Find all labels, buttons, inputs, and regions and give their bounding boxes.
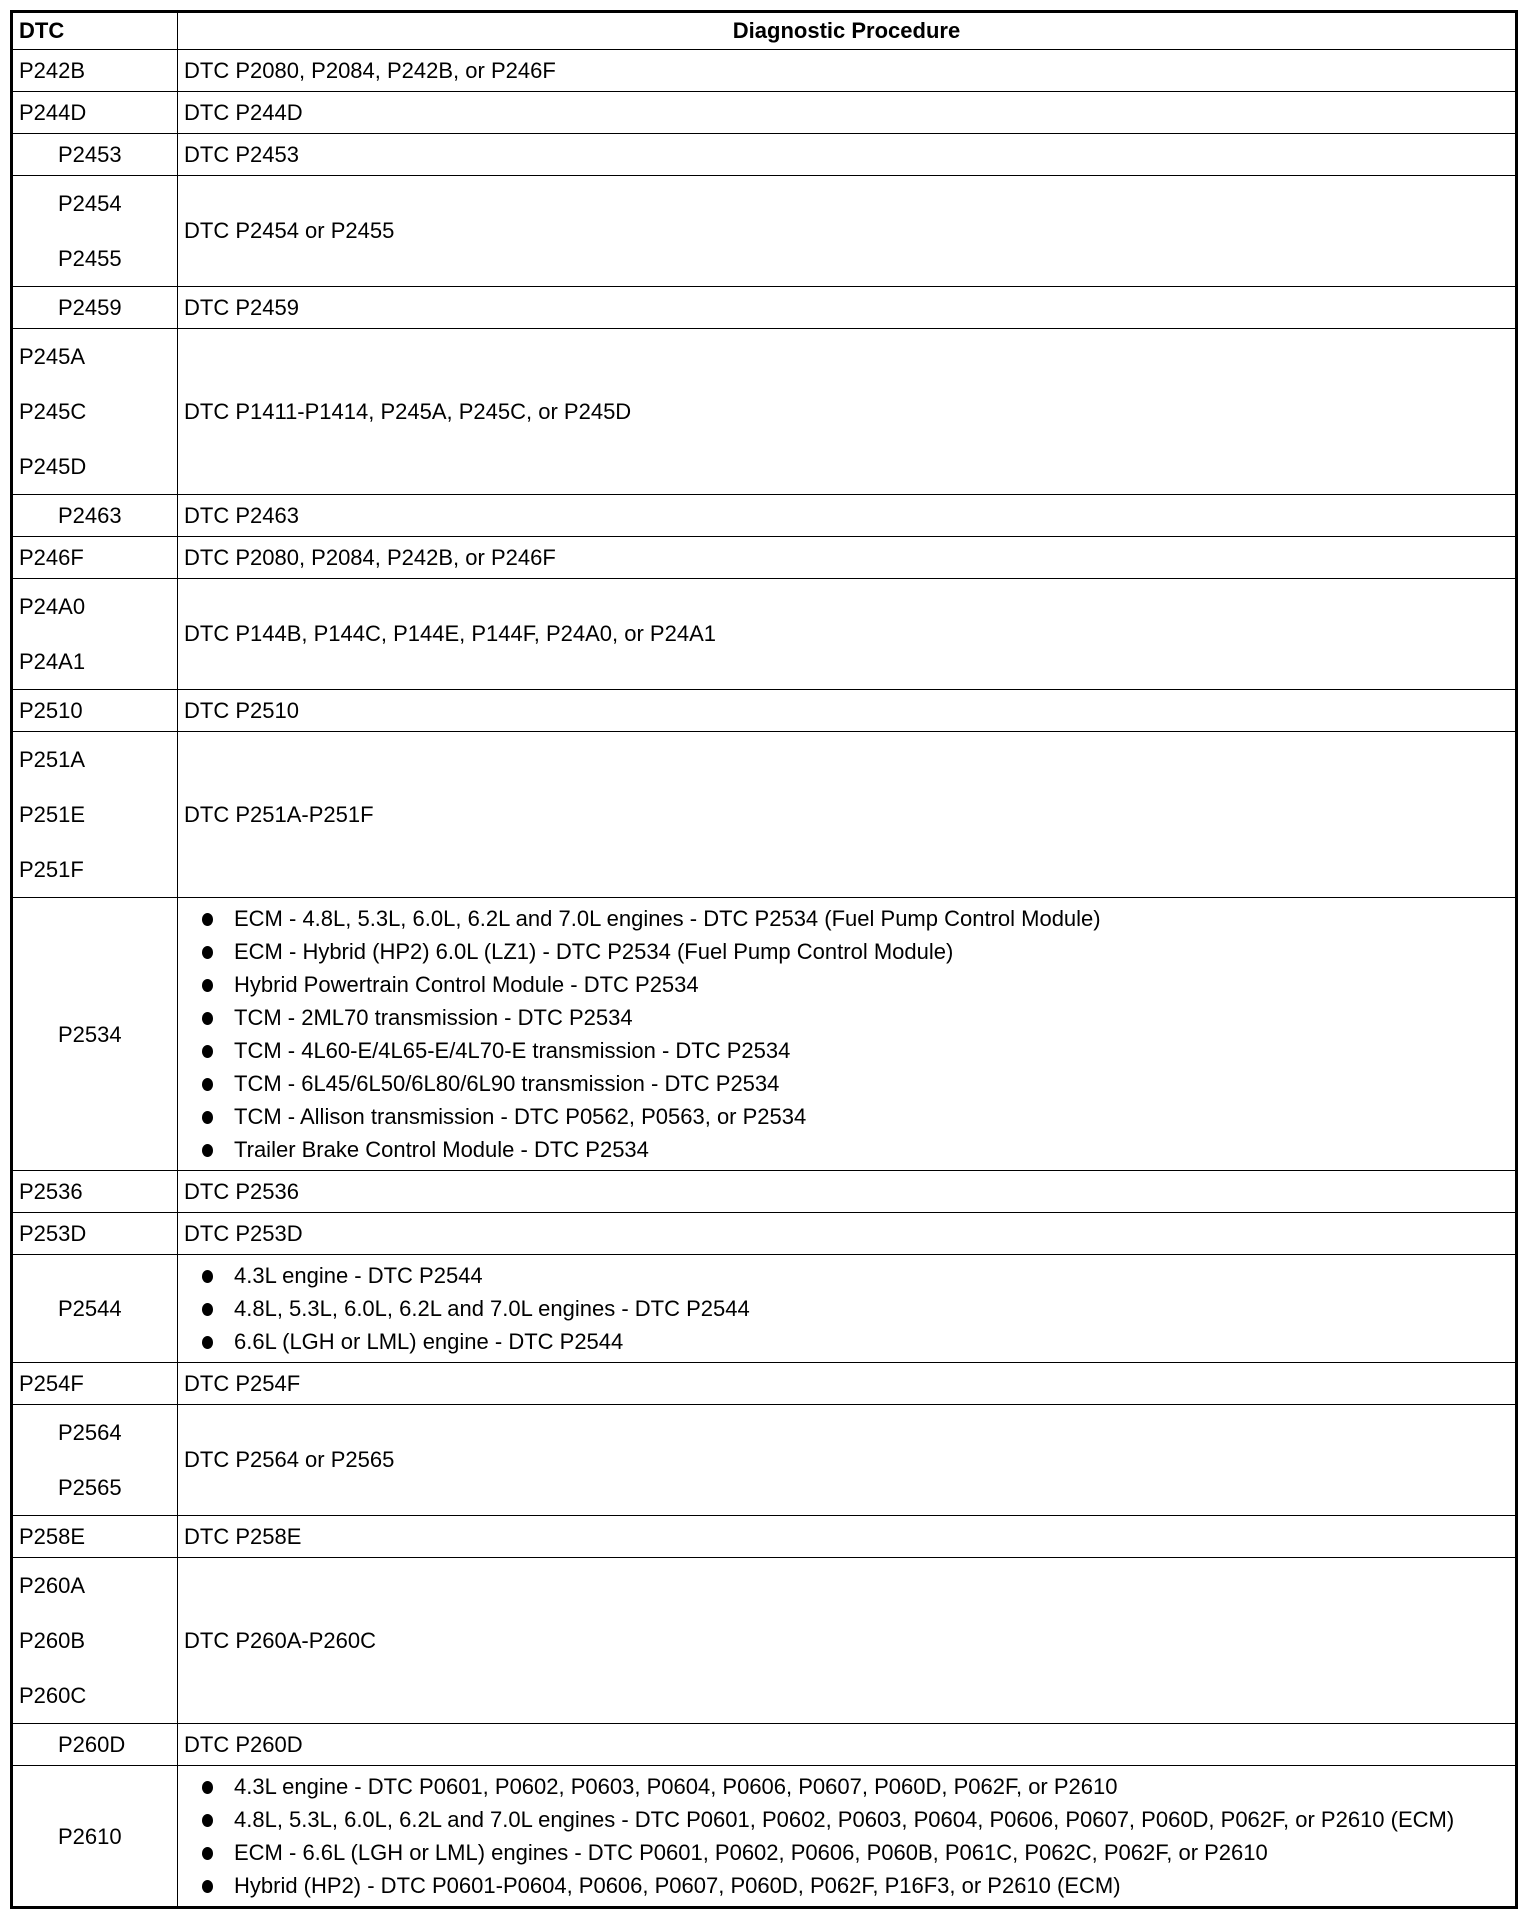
dtc-code: P260D	[58, 1732, 126, 1757]
dtc-cell	[12, 50, 178, 92]
dtc-code: P2534	[58, 1021, 122, 1047]
procedure-link[interactable]: 4.3L engine - DTC P0601, P0602, P0603, P0604, P0606, P0607, P060D, P062F, or P2610	[202, 1770, 1509, 1803]
table-row	[12, 134, 1517, 176]
dtc-code: P245D	[19, 454, 87, 479]
procedure-link[interactable]: ECM - 4.8L, 5.3L, 6.0L, 6.2L and 7.0L engines - DTC P2534 (Fuel Pump Control Module)	[202, 902, 1509, 935]
procedure-list	[184, 1766, 1509, 1906]
dtc-code: P24A0	[19, 594, 86, 619]
table-row	[12, 537, 1517, 579]
procedure-link[interactable]: ECM - Hybrid (HP2) 6.0L (LZ1) - DTC P2534 (Fuel Pump Control Module)	[202, 935, 1509, 968]
dtc-code: P2536	[19, 1179, 83, 1204]
procedure-cell	[178, 537, 1517, 579]
procedure-cell	[178, 92, 1517, 134]
procedure-cell	[178, 1766, 1517, 1908]
procedure-cell	[178, 329, 1517, 495]
procedure-link[interactable]: Trailer Brake Control Module - DTC P2534	[202, 1133, 1509, 1166]
procedure-cell	[178, 579, 1517, 690]
dtc-code: P2463	[58, 503, 122, 528]
procedure-link[interactable]: DTC P260D	[184, 1731, 303, 1757]
procedure-link[interactable]: DTC P1411-P1414, P245A, P245C, or P245D	[184, 398, 632, 424]
dtc-cell	[12, 898, 178, 1171]
procedure-link[interactable]: 4.3L engine - DTC P2544	[202, 1259, 1509, 1292]
dtc-cell	[12, 690, 178, 732]
table-row	[12, 1405, 1517, 1516]
dtc-cell	[12, 134, 178, 176]
procedure-link[interactable]: 4.8L, 5.3L, 6.0L, 6.2L and 7.0L engines - DTC P2544	[202, 1292, 1509, 1325]
procedure-link[interactable]: TCM - 2ML70 transmission - DTC P2534	[202, 1001, 1509, 1034]
procedure-link[interactable]: Hybrid (HP2) - DTC P0601-P0604, P0606, P0607, P060D, P062F, P16F3, or P2610 (ECM)	[202, 1869, 1509, 1902]
procedure-link[interactable]: DTC P2463	[184, 502, 299, 528]
dtc-cell	[12, 1558, 178, 1724]
dtc-code: P2459	[58, 295, 122, 320]
dtc-code: P2564	[58, 1420, 122, 1445]
table-row	[12, 898, 1517, 1171]
dtc-code: P251A	[19, 747, 86, 772]
dtc-code: P2510	[19, 698, 83, 723]
dtc-code: P251F	[19, 857, 84, 882]
procedure-cell	[178, 1405, 1517, 1516]
dtc-code: P254F	[19, 1371, 84, 1396]
table-row	[12, 495, 1517, 537]
dtc-code: P246F	[19, 545, 84, 570]
dtc-code: P253D	[19, 1221, 87, 1246]
procedure-link[interactable]: DTC P258E	[184, 1523, 302, 1549]
dtc-code: P260B	[19, 1628, 86, 1653]
procedure-cell	[178, 690, 1517, 732]
dtc-code: P245A	[19, 344, 86, 369]
procedure-link[interactable]: 6.6L (LGH or LML) engine - DTC P2544	[202, 1325, 1509, 1358]
procedure-link[interactable]: 4.8L, 5.3L, 6.0L, 6.2L and 7.0L engines - DTC P0601, P0602, P0603, P0604, P0606, P0607, P060D, P062F, or P2610 (ECM)	[202, 1803, 1509, 1836]
dtc-code: P2454	[58, 191, 122, 216]
dtc-cell	[12, 1255, 178, 1363]
dtc-code: P251E	[19, 802, 86, 827]
procedure-cell	[178, 1255, 1517, 1363]
table-row	[12, 732, 1517, 898]
dtc-code: P2453	[58, 142, 122, 167]
procedure-cell	[178, 134, 1517, 176]
dtc-code: P260C	[19, 1683, 87, 1708]
dtc-code: P2565	[58, 1475, 122, 1500]
procedure-cell	[178, 176, 1517, 287]
dtc-cell	[12, 1171, 178, 1213]
table-row	[12, 287, 1517, 329]
procedure-link[interactable]: DTC P253D	[184, 1220, 303, 1246]
table-row	[12, 1255, 1517, 1363]
procedure-cell	[178, 898, 1517, 1171]
dtc-cell	[12, 732, 178, 898]
procedure-cell	[178, 495, 1517, 537]
header-procedure: Diagnostic Procedure	[178, 12, 1517, 50]
procedure-cell	[178, 1171, 1517, 1213]
procedure-link[interactable]: DTC P251A-P251F	[184, 801, 374, 827]
table-body	[12, 50, 1517, 1908]
table-row	[12, 176, 1517, 287]
table-row	[12, 1766, 1517, 1908]
procedure-link[interactable]: TCM - 6L45/6L50/6L80/6L90 transmission - DTC P2534	[202, 1067, 1509, 1100]
table-row	[12, 1516, 1517, 1558]
procedure-link[interactable]: ECM - 6.6L (LGH or LML) engines - DTC P0601, P0602, P0606, P060B, P061C, P062C, P062F, or P2610	[202, 1836, 1509, 1869]
procedure-link[interactable]: DTC P2453	[184, 141, 299, 167]
dtc-cell	[12, 1213, 178, 1255]
dtc-cell	[12, 1766, 178, 1908]
dtc-code: P245C	[19, 399, 87, 424]
procedure-link[interactable]: DTC P2564 or P2565	[184, 1447, 395, 1472]
procedure-link[interactable]: DTC P144B, P144C, P144E, P144F, P24A0, or P24A1	[184, 621, 716, 646]
procedure-cell	[178, 1213, 1517, 1255]
procedure-list	[184, 898, 1509, 1170]
procedure-link[interactable]: Hybrid Powertrain Control Module - DTC P2534	[202, 968, 1509, 1001]
dtc-code: P2455	[58, 246, 122, 271]
table-row	[12, 92, 1517, 134]
procedure-link[interactable]: DTC P2080, P2084, P242B, or P246F	[184, 57, 556, 83]
dtc-cell	[12, 1724, 178, 1766]
procedure-link[interactable]: DTC P244D	[184, 99, 303, 125]
dtc-cell	[12, 92, 178, 134]
procedure-cell	[178, 1724, 1517, 1766]
procedure-cell	[178, 1558, 1517, 1724]
table-row	[12, 329, 1517, 495]
dtc-cell	[12, 579, 178, 690]
dtc-cell	[12, 537, 178, 579]
table-row	[12, 1213, 1517, 1255]
procedure-cell	[178, 1516, 1517, 1558]
procedure-cell	[178, 50, 1517, 92]
procedure-link[interactable]: DTC P2080, P2084, P242B, or P246F	[184, 544, 556, 570]
procedure-link[interactable]: TCM - 4L60-E/4L65-E/4L70-E transmission - DTC P2534	[202, 1034, 1509, 1067]
header-dtc: DTC	[12, 12, 178, 50]
dtc-cell	[12, 1405, 178, 1516]
procedure-link[interactable]: DTC P2459	[184, 294, 299, 320]
procedure-list	[184, 1255, 1509, 1362]
dtc-code: P258E	[19, 1524, 86, 1549]
procedure-cell	[178, 287, 1517, 329]
table-row	[12, 50, 1517, 92]
dtc-code: P24A1	[19, 649, 86, 674]
table-row	[12, 1724, 1517, 1766]
procedure-link[interactable]: DTC P2536	[184, 1178, 299, 1204]
dtc-code: P2544	[58, 1296, 122, 1321]
table-row	[12, 579, 1517, 690]
dtc-code: P242B	[19, 58, 86, 83]
header-row	[12, 12, 1517, 50]
dtc-cell	[12, 1516, 178, 1558]
dtc-cell	[12, 329, 178, 495]
table-row	[12, 1363, 1517, 1405]
procedure-link[interactable]: DTC P260A-P260C	[184, 1627, 376, 1653]
procedure-link[interactable]: DTC P2454 or P2455	[184, 218, 395, 243]
table-row	[12, 1558, 1517, 1724]
dtc-cell	[12, 1363, 178, 1405]
table-row	[12, 1171, 1517, 1213]
procedure-link[interactable]: DTC P254F	[184, 1370, 301, 1396]
dtc-code: P2610	[58, 1823, 122, 1849]
procedure-cell	[178, 732, 1517, 898]
dtc-cell	[12, 176, 178, 287]
table-row	[12, 690, 1517, 732]
procedure-link[interactable]: DTC P2510	[184, 697, 299, 723]
dtc-procedure-table	[10, 10, 1518, 1909]
dtc-cell	[12, 495, 178, 537]
dtc-code: P260A	[19, 1573, 86, 1598]
dtc-cell	[12, 287, 178, 329]
dtc-code: P244D	[19, 100, 87, 125]
procedure-link[interactable]: TCM - Allison transmission - DTC P0562, P0563, or P2534	[202, 1100, 1509, 1133]
procedure-cell	[178, 1363, 1517, 1405]
